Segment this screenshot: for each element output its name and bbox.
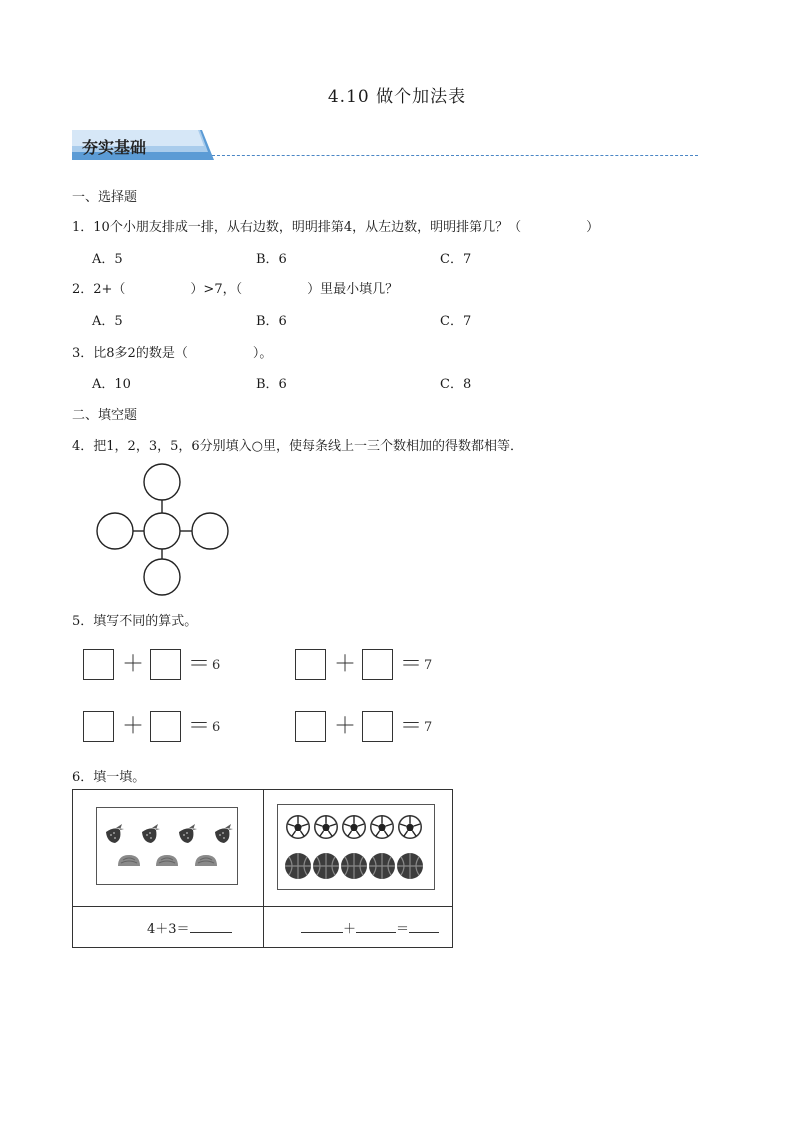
answer-blank[interactable]: [190, 921, 232, 933]
equation-result: 7: [424, 658, 433, 673]
question-2: 2．2+（ ）>7，（ ）里最小填几？: [72, 282, 399, 297]
basketball-icon: [397, 853, 423, 879]
soccer-ball-icon: [370, 815, 394, 839]
equals-sign: ＝: [396, 922, 410, 937]
question-3: 3．比8多2的数是（ ）。: [72, 346, 273, 361]
page-title: 4.10 做个加法表: [327, 87, 467, 107]
circle-center[interactable]: [144, 513, 180, 549]
ball-illustration: [278, 805, 434, 889]
equation-result: 6: [212, 658, 221, 673]
basketball-icon: [313, 853, 339, 879]
strawberry-icon: [106, 824, 124, 843]
left-equation-text: 4＋3＝: [147, 922, 190, 937]
q2-option-c: C．7: [440, 314, 472, 329]
equals-sign: ＝: [400, 652, 423, 677]
strawberry-icon: [215, 824, 233, 843]
bun-icon: [156, 855, 178, 866]
bun-icon: [118, 855, 140, 866]
basketball-icon: [341, 853, 367, 879]
circle-right[interactable]: [192, 513, 228, 549]
plus-sign: ＋: [122, 652, 145, 677]
equation-result: 7: [424, 720, 433, 735]
section-heading-fill: 二、填空题: [72, 408, 138, 423]
answer-blank[interactable]: [301, 921, 343, 933]
fruit-picture-frame: [96, 807, 238, 885]
answer-box[interactable]: [295, 649, 326, 680]
q2-option-b: B．6: [256, 314, 287, 329]
equals-sign: ＝: [400, 714, 423, 739]
soccer-ball-icon: [398, 815, 422, 839]
question-6: 6．填一填。: [72, 770, 146, 785]
answer-box[interactable]: [362, 711, 393, 742]
dashed-divider: [212, 155, 698, 156]
fill-table: [72, 789, 453, 948]
soccer-ball-icon: [342, 815, 366, 839]
answer-box[interactable]: [150, 649, 181, 680]
strawberry-icon: [142, 824, 160, 843]
equals-sign: ＝: [188, 652, 211, 677]
answer-blank[interactable]: [409, 921, 439, 933]
question-5: 5．填写不同的算式。: [72, 614, 198, 629]
q3-option-b: B．6: [256, 377, 287, 392]
answer-box[interactable]: [83, 649, 114, 680]
circle-bottom[interactable]: [144, 559, 180, 595]
answer-box[interactable]: [150, 711, 181, 742]
q2-option-a: A．5: [92, 314, 123, 329]
circle-top[interactable]: [144, 464, 180, 500]
q3-option-a: A．10: [92, 377, 131, 392]
soccer-ball-icon: [286, 815, 310, 839]
basketball-icon: [285, 853, 311, 879]
answer-box[interactable]: [295, 711, 326, 742]
answer-blank[interactable]: [356, 921, 396, 933]
answer-box[interactable]: [362, 649, 393, 680]
equals-sign: ＝: [188, 714, 211, 739]
question-4: 4．把1，2，3，5，6分别填入○里，使每条线上一三个数相加的得数都相等．: [72, 439, 523, 454]
right-equation: [301, 918, 439, 937]
bun-icon: [195, 855, 217, 866]
plus-sign: ＋: [122, 714, 145, 739]
plus-sign: ＋: [343, 922, 357, 937]
answer-box[interactable]: [83, 711, 114, 742]
q1-option-b: B．6: [256, 252, 287, 267]
basketball-icon: [369, 853, 395, 879]
q1-option-a: A．5: [92, 252, 123, 267]
left-equation: [147, 918, 232, 937]
strawberry-bun-illustration: [97, 808, 237, 884]
q3-option-c: C．8: [440, 377, 472, 392]
ball-picture-frame: [277, 804, 435, 890]
section-heading-choice: 一、选择题: [72, 190, 138, 205]
strawberry-icon: [179, 824, 197, 843]
circle-cross-diagram: [90, 460, 236, 600]
circle-left[interactable]: [97, 513, 133, 549]
q1-option-c: C．7: [440, 252, 472, 267]
banner-label: 夯实基础: [82, 138, 147, 157]
question-1: 1．10个小朋友排成一排，从右边数，明明排第4，从左边数，明明排第几？（ ）: [72, 220, 600, 235]
plus-sign: ＋: [334, 714, 357, 739]
plus-sign: ＋: [334, 652, 357, 677]
equation-result: 6: [212, 720, 221, 735]
soccer-ball-icon: [314, 815, 338, 839]
